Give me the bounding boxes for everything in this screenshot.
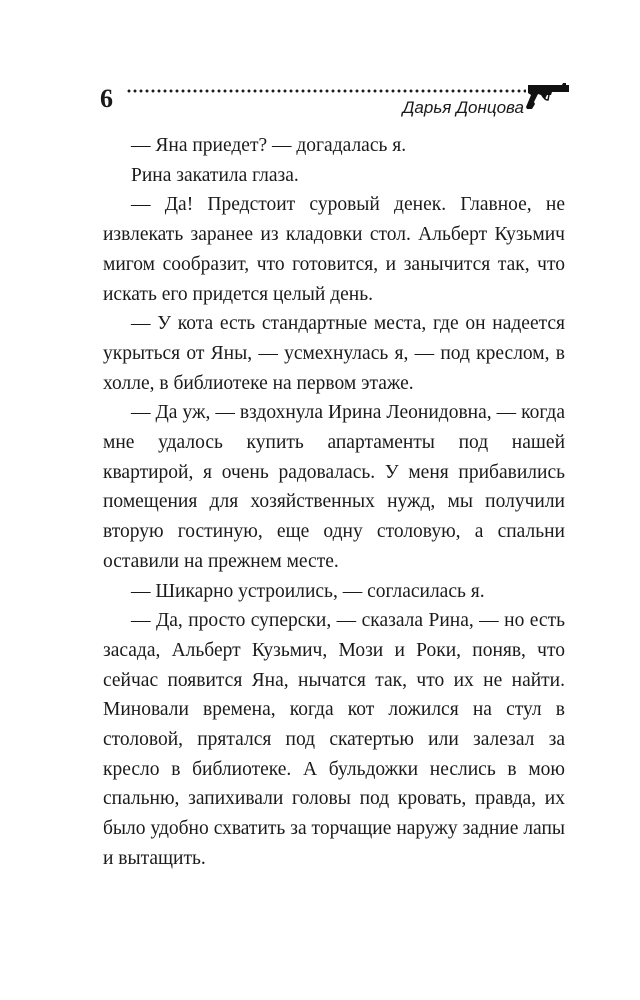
paragraph: — Шикарно устроились, — согласилась я.	[131, 580, 485, 602]
paragraph: Рина закатила глаза.	[131, 164, 299, 186]
body-text	[103, 131, 565, 874]
paragraph: — Яна приедет? — догадалась я.	[131, 135, 407, 156]
paragraph: — Да! Предстоит суровый денек. Главное, не извлекать заранее из кладовки стол. Альберт Кузьмич мигом сообразит, что готовится, и занычится так, что искать его придется целый день.	[103, 194, 565, 305]
paragraph: — Да уж, — вздохнула Ирина Леонидовна, — когда мне удалось купить апартаменты под нашей квартирой, я очень радовалась. У меня прибавились помещения для хозяйственных нужд, мы получили вторую гостиную, еще одну столовую, а спальни оставили на прежнем месте.	[103, 402, 565, 572]
paragraph: — У кота есть стандартные места, где он надеется укрыться от Яны, — усмехнулась я, — под креслом, в холле, в библиотеке на первом этаже.	[103, 313, 565, 394]
paragraph: — Да, просто суперски, — сказала Рина, — но есть засада, Альберт Кузьмич, Мози и Роки, поняв, что сейчас появится Яна, нычатся так, что их не найти. Миновали времена, когда кот ложился на стул в столовой, прятался под скатертью или залезал за кресло в библиотеке. А бульдожки неслись в мою спальню, запихивали головы под кровать, правда, их было удобно схватить за торчащие наружу задние лапы и вытащить.	[103, 610, 565, 869]
dotted-leader	[126, 89, 526, 93]
revolver-icon	[526, 82, 570, 110]
running-header	[100, 80, 570, 120]
author-name: Дарья Донцова	[402, 98, 524, 117]
page-number: 6	[100, 84, 113, 113]
